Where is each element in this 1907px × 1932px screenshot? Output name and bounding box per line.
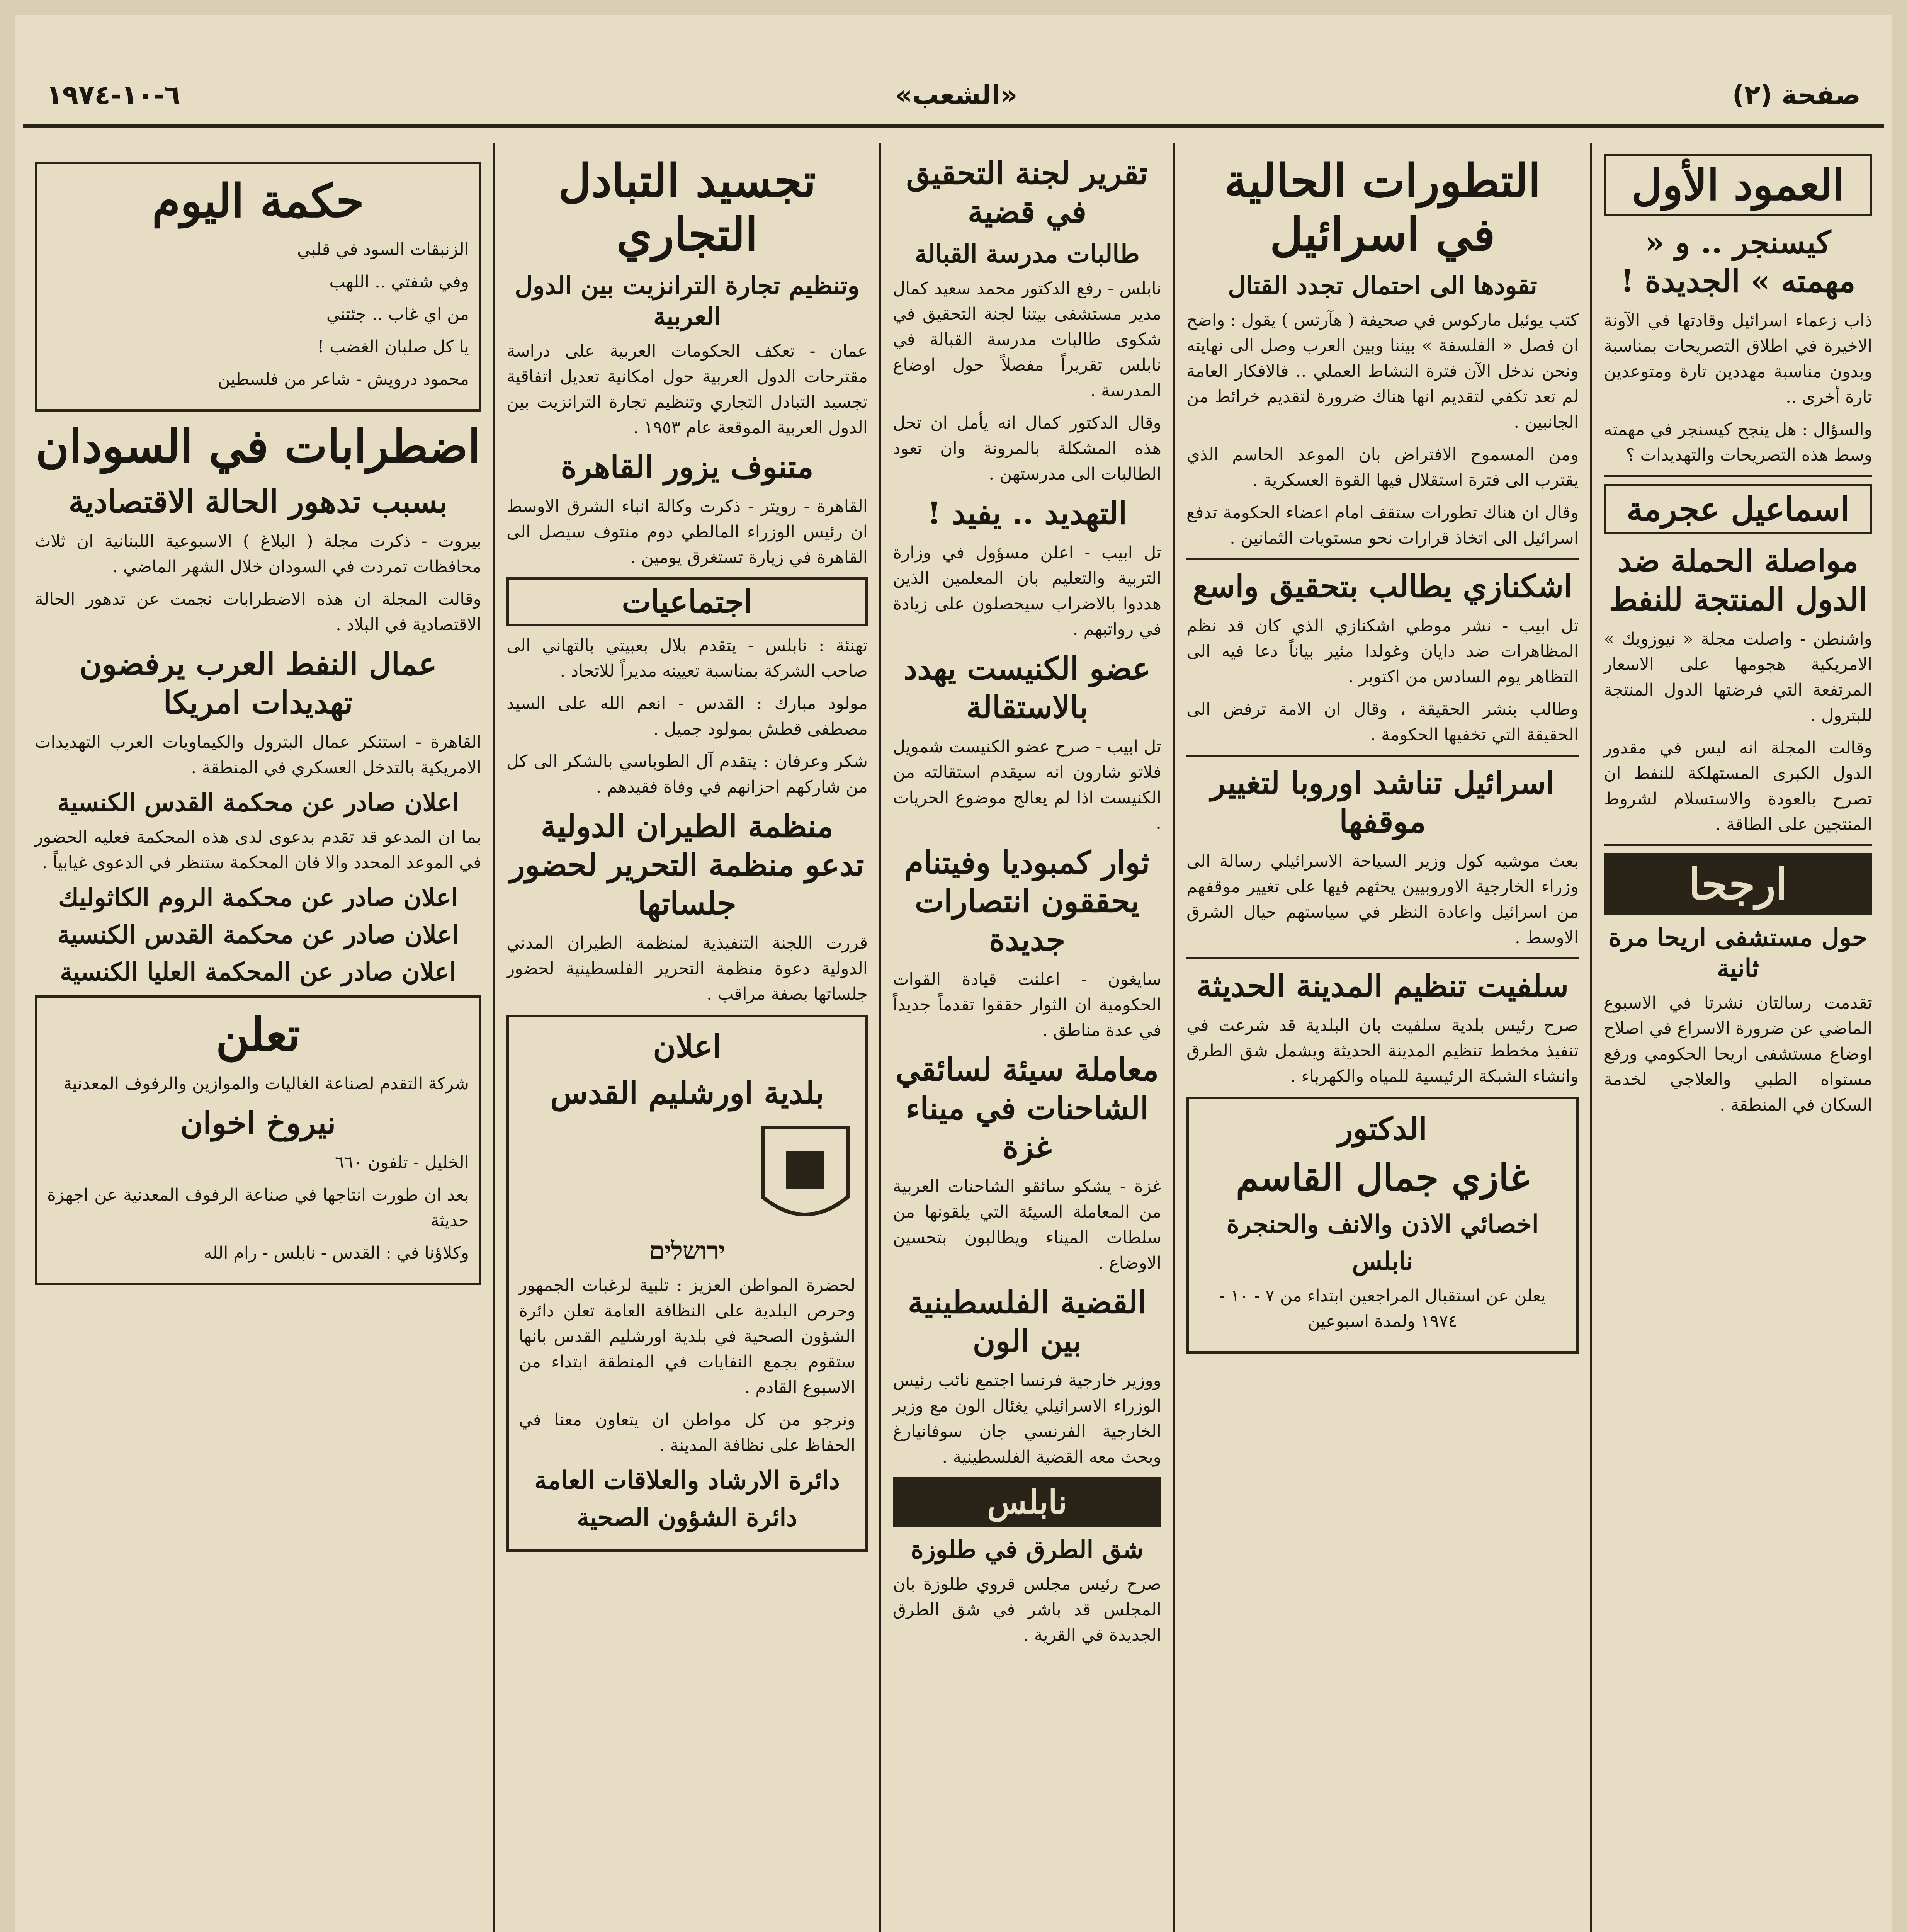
poem-line: وفي شفتي .. اللهب [329,272,469,292]
author-logo: اسماعيل عجرمة [1604,484,1872,534]
column-1 [1590,143,1884,1932]
doctor-name: غازي جمال القاسم [1236,1156,1530,1200]
poem-author: محمود درويش - شاعر من فلسطين [218,369,469,389]
divider [1604,844,1872,846]
poem-line: يا كل صلبان الغضب ! [317,337,469,357]
article-text: ومن المسموح الافتراض بان الموعد الحاسم الذي يقترب الى فترة استقلال فيها القوة العسكرية . [1186,445,1579,490]
wisdom-box [35,162,481,412]
doctor-specialty: اخصائي الاذن والانف والحنجرة [1226,1209,1539,1239]
jerusalem-emblem-icon [519,1120,855,1267]
column-logo: العمود الأول [1604,154,1872,216]
article-text: وقالت المجلة انه ليس في مقدور الدول الكبرى المستهلكة للنفط ان تصرح بالعودة والاستسلام لشروط المنتجين على الطاقة . [1604,738,1872,834]
headline-kissinger: كيسنجر .. و « مهمته » الجديدة ! [1620,224,1856,299]
municipality-ad [506,1015,868,1552]
subhead: بسبب تدهور الحالة الاقتصادية [68,483,448,520]
column-5 [23,143,493,1932]
wisdom-title: حكمة اليوم [152,174,364,228]
subhead: طالبات مدرسة القبالة [914,240,1140,269]
page-number: صفحة (٢) [1732,80,1861,111]
article-text: صرح رئيس مجلس قروي طلوزة بان المجلس قد باشر في شق الطرق الجديدة في القرية . [893,1574,1161,1645]
ad-text: ونرجو من كل مواطن ان يتعاون معنا في الحفاظ على نظافة المدينة . [519,1410,855,1456]
ad-text: لحضرة المواطن العزيز : تلبية لرغبات الجمهور وحرص البلدية على النظافة العامة تعلن دائرة الشؤون الصحية في بلدية اورشليم القدس بانها ستقوم بجمع النفايات في المنطقة ابتداء من الاسبوع القادم . [519,1276,855,1398]
ad-title: تعلن [216,1008,301,1062]
article-text: سايغون - اعلنت قيادة القوات الحكومية ان الثوار حققوا تقدماً جديداً في عدة مناطق . [893,969,1161,1040]
headline-taluza: شق الطرق في طلوزة [911,1535,1144,1564]
article-text: تل ابيب - صرح عضو الكنيست شمويل فلاتو شارون انه سيقدم استقالته من الكنيست اذا لم يعالج موضوع الحريات . [893,737,1161,833]
ad-title: اعلان [653,1028,721,1065]
court-notice-text: بما ان المدعو قد تقدم بدعوى لدى هذه المحكمة فعليه الحضور في الموعد المحدد والا فان المحكمة ستنظر في الدعوى غيابياً . [35,827,481,873]
article-text: تقدمت رسالتان نشرتا في الاسبوع الماضي عن ضرورة الاسراع في اصلاح اوضاع مستشفى اريحا الحكومي ورفع مستواه الطبي والعلاجي لخدمة السكان في المنطقة . [1604,993,1872,1115]
doctor-title: الدكتور [1338,1111,1427,1147]
paper-name: «الشعب» [895,80,1018,111]
city-tag: نابلس [893,1477,1161,1527]
court-notice-title: اعلان صادر عن المحكمة العليا الكنسية [60,957,456,987]
article-text: قررت اللجنة التنفيذية لمنظمة الطيران المدني الدولية دعوة منظمة التحرير الفلسطينية لحضور جلساتها بصفة مراقب . [506,933,868,1004]
article-text: وقال ان هناك تطورات ستقف امام اعضاء الحكومة تدفع اسرائيل الى اتخاذ قرارات نحو مستويات الثمانين . [1186,503,1579,548]
article-text: ووزير خارجية فرنسا اجتمع نائب رئيس الوزراء الاسرائيلي يغئال الون مع وزير الخارجية الفرنسي جان سوفانيارغ وبحث معه القضية الفلسطينية . [893,1371,1161,1467]
court-notice-title: اعلان صادر عن محكمة القدس الكنسية [57,788,459,818]
social-note: تهنئة : نابلس - يتقدم بلال بعبيتي بالتهاني الى صاحب الشركة بمناسبة تعيينه مديراً للاتحاد . [506,636,868,681]
article-text: القاهرة - استنكر عمال البترول والكيماويات العرب التهديدات الامريكية بالتدخل العسكري في المنطقة . [35,732,481,778]
ad-line: وكلاؤنا في : القدس - نابلس - رام الله [203,1243,469,1263]
article-text: واشنطن - واصلت مجلة « نيوزويك » الامريكية هجومها على الاسعار المرتفعة التي فرضتها الدول المنتجة للبترول . [1604,629,1872,725]
article-text: وطالب بنشر الحقيقة ، وقال ان الامة ترفض الى الحقيقة التي تخفيها الحكومة . [1186,699,1579,745]
headline-israel-developments: التطورات الحالية في اسرائيل [1224,154,1541,262]
social-logo: اجتماعيات [506,577,868,626]
divider [1186,755,1579,757]
page-header [23,66,1884,128]
article-text: وقالت المجلة ان هذه الاضطرابات نجمت عن تدهور الحالة الاقتصادية في البلاد . [35,589,481,635]
headline-cambodia: ثوار كمبوديا وفيتنام يحققون انتصارات جديدة [904,844,1150,958]
emblem-icon [755,1120,855,1236]
article-text: صرح رئيس بلدية سلفيت بان البلدية قد شرعت في تنفيذ مخطط تنظيم المدينة الحديثة ويشمل شق الطرق وانشاء الشبكة الرئيسية للمياه والكهرباء . [1186,1015,1579,1087]
headline-trade: تجسيد التبادل التجاري [558,154,816,262]
headline-knesset: عضو الكنيست يهدد بالاستقالة [903,650,1151,725]
subhead: تقودها الى احتمال تجدد القتال [1228,271,1537,301]
article-text: نابلس - رفع الدكتور محمد سعيد كمال مدير مستشفى بيتنا لجنة التحقيق في شكوى طالبات مدرسة القبالة في نابلس تقريراً مفصلاً حول اوضاع المدرسة . [893,279,1161,400]
subhead: وتنظيم تجارة الترانزيت بين الدول العربية [515,271,860,332]
article-text: تل ابيب - نشر موطي اشكنازي الذي كان قد نظم المظاهرات ضد دايان وغولدا مئير بياناً دعا فيه الى التظاهر يوم السادس من اكتوبر . [1186,616,1579,687]
doctor-ad [1186,1097,1579,1353]
headline-mintoff: متنوف يزور القاهرة [561,449,814,485]
headline-sudan: اضطرابات في السودان [36,419,481,473]
poem-line: الزنبقات السود في قلبي [297,240,469,260]
ad-line: بعد ان طورت انتاجها في صناعة الرفوف المعدنية عن اجهزة حديثة [47,1185,469,1230]
article-text: كتب يوئيل ماركوس في صحيفة ( هآرتس ) يقول : واضح ان فصل « الفلسفة » بيننا وبين العرب وصل الى نهايته ونحن ندخل الآن فترة النشاط العملي .. فالافكار العامة لم تعد تكفي لتقديم انها هناك ضرورة لتقديم خرائط من الجانبين . [1186,310,1579,432]
article-text: القاهرة - رويتر - ذكرت وكالة انباء الشرق الاوسط ان رئيس الوزراء المالطي دوم منتوف سيصل الى القاهرة في زيارة تستغرق يومين . [506,497,868,568]
ad-company: نيروخ اخوان [180,1104,336,1141]
headline-gaza-port: معاملة سيئة لسائقي الشاحنات في ميناء غزة [895,1051,1159,1165]
divider [1186,957,1579,959]
social-note: مولود مبارك : القدس - انعم الله على السيد مصطفى قطش بمولود جميل . [506,694,868,739]
column-4 [493,143,879,1932]
headline-oil-workers: عمال النفط العرب يرفضون تهديدات امريكا [79,646,437,721]
article-text: بعث موشيه كول وزير السياحة الاسرائيلي رسالة الى وزراء الخارجية الاوروبيين يحثهم فيها على تغيير موقفهم من اسرائيل واعادة النظر في سياستهم حيال الشرق الاوسط . [1186,851,1579,948]
article-text: تل ابيب - اعلن مسؤول في وزارة التربية والتعليم بان المعلمين الذين هددوا بالاضراب سيحصلون على زيادة في رواتبهم . [893,543,1161,639]
divider [1604,475,1872,477]
article-text: وقال الدكتور كمال انه يأمل ان تحل هذه المشكلة بالمرونة وان تعود الطالبات الى مدرستهن . [893,413,1161,484]
divider [1186,558,1579,560]
headline-investigation: تقرير لجنة التحقيق في قضية [906,155,1148,230]
ad-line: الخليل - تلفون ٦٦٠ [335,1152,469,1172]
shelving-ad [35,995,481,1285]
emblem-text: ירושלים [649,1236,725,1266]
ad-org: بلدية اورشليم القدس [550,1075,824,1111]
headline-europe: اسرائيل تناشد اوروبا لتغيير موقفها [1210,765,1555,840]
doctor-note: يعلن عن استقبال المراجعين ابتداء من ٧ - ١٠ - ١٩٧٤ ولمدة اسبوعين [1219,1286,1546,1331]
doctor-city: نابلس [1352,1247,1413,1276]
article-text: غزة - يشكو سائقو الشاحنات العربية من المعاملة السيئة التي يلقونها من سلطات الميناء ويطالبون بتحسين الاوضاع . [893,1177,1162,1273]
headline-oil: مواصلة الحملة ضد الدول المنتجة للنفط [1609,543,1867,617]
headline-threat: التهديد .. يفيد ! [927,495,1127,531]
city-logo: ارجحا [1604,853,1872,915]
headline-jericho: حول مستشفى اريحا مرة ثانية [1608,923,1868,983]
court-notice-title: اعلان صادر عن محكمة الروم الكاثوليك [58,883,458,913]
social-note: شكر وعرفان : يتقدم آل الطوباسي بالشكر الى كل من شاركهم احزانهم في وفاة فقيدهم . [506,752,868,797]
court-notice-title: اعلان صادر عن محكمة القدس الكنسية [57,920,459,950]
article-text: ذاب زعماء اسرائيل وقادتها في الآونة الاخيرة في اطلاق التصريحات بمناسبة وبدون مناسبة مهددين تارة ومتوعدين تارة أخرى .. [1604,311,1872,407]
article-text: عمان - تعكف الحكومات العربية على دراسة مقترحات الدول العربية حول امكانية تعديل اتفاقية تجسيد التبادل التجاري وتنظيم تجارة الترانزيت بين الدول العربية الموقعة عام ١٩٥٣ . [506,341,868,438]
headline-palestine: القضية الفلسطينية بين الون [908,1284,1147,1359]
column-2 [1173,143,1590,1932]
poem-line: من اي غاب .. جئتني [326,304,469,325]
column-3 [879,143,1173,1932]
ad-line: شركة التقدم لصناعة الغاليات والموازين والرفوف المعدنية [63,1073,469,1094]
article-text: والسؤال : هل ينجح كيسنجر في مهمته وسط هذه التصريحات والتهديدات ؟ [1604,420,1872,465]
issue-date: ٦-١٠-١٩٧٤ [46,80,181,111]
headline-aviation: منظمة الطيران الدولية تدعو منظمة التحرير لحضور جلساتها [510,808,864,922]
newspaper-page [15,15,1892,1932]
headline-salfit: سلفيت تنظيم المدينة الحديثة [1196,968,1569,1004]
article-text: بيروت - ذكرت مجلة ( البلاغ ) الاسبوعية اللبنانية ان ثلاث محافظات تمردت في السودان خلال الشهر الماضي . [35,531,481,577]
ad-signature: دائرة الشؤون الصحية [577,1503,797,1532]
ad-signature: دائرة الارشاد والعلاقات العامة [534,1466,840,1495]
headline-ashkenazi: اشكنازي يطالب بتحقيق واسع [1193,568,1572,605]
